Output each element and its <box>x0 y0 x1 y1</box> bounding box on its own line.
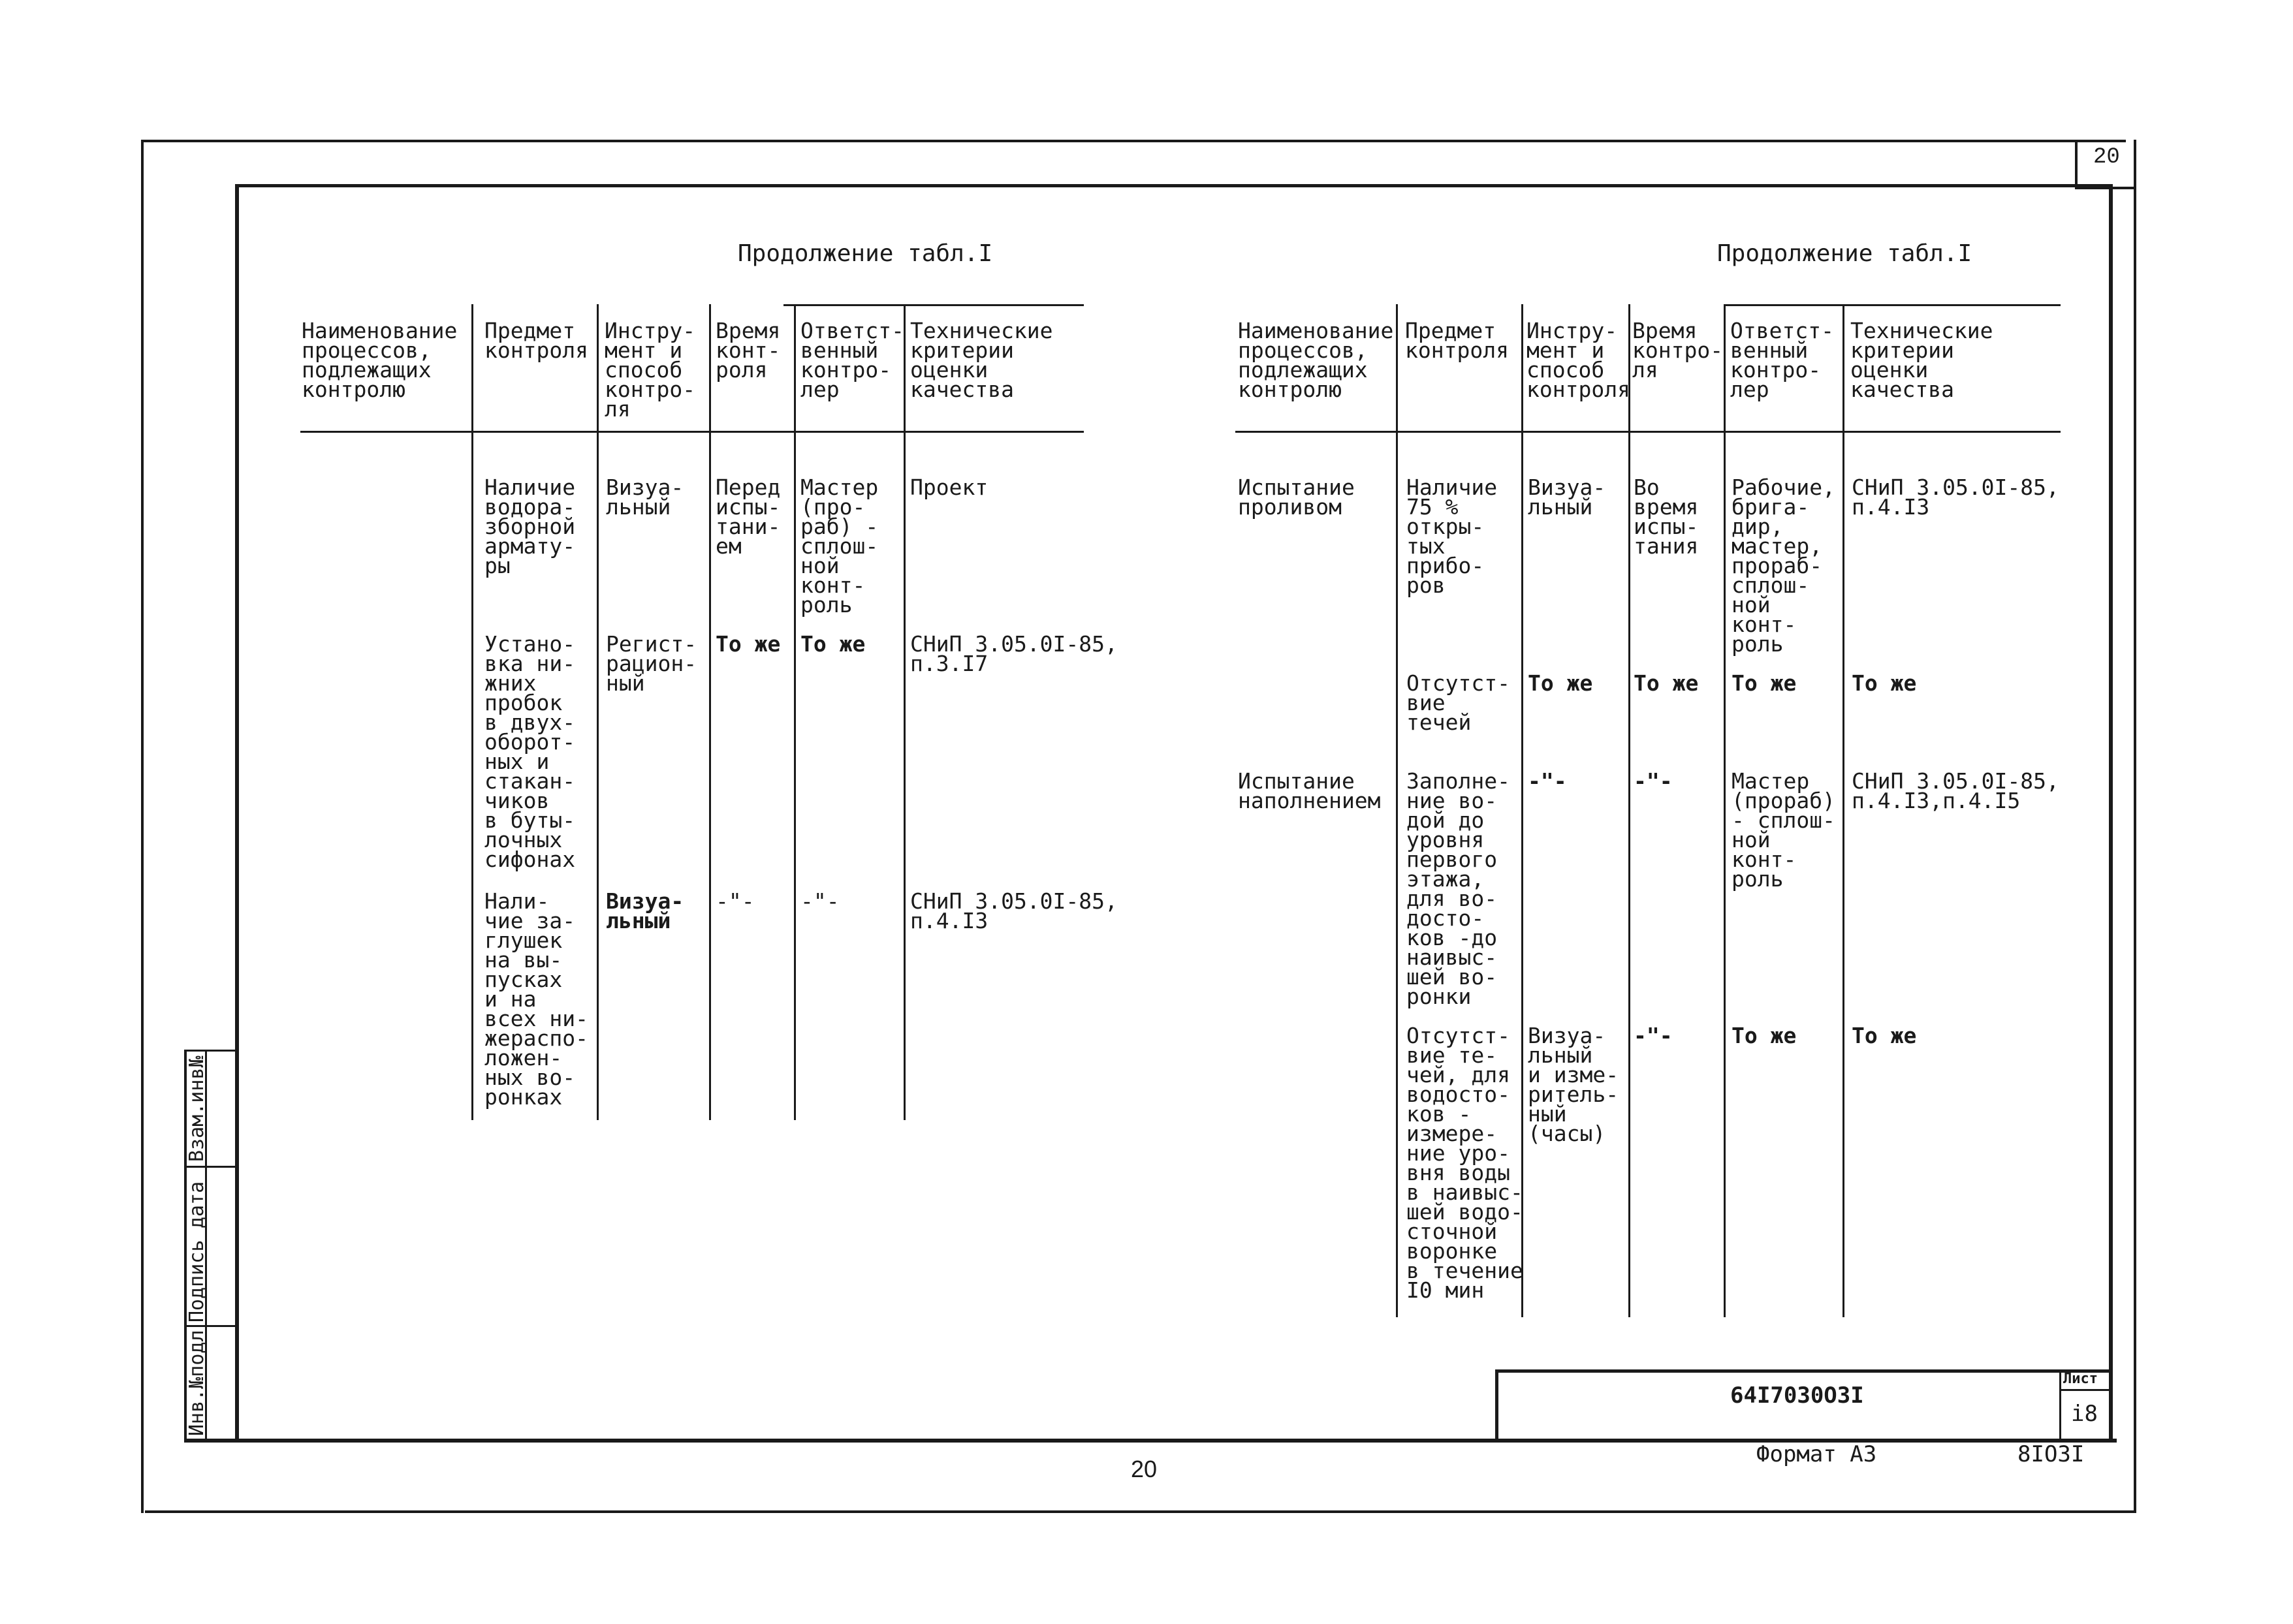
left-col-div-3 <box>709 304 711 1120</box>
right-header-criteria: Технические критерии оценки качества <box>1850 318 1993 402</box>
left-row2-subject: Устано- вка ни- жних пробок в двух- оборот- ных и стакан- чиков в буты- лочных сифонах <box>484 631 576 872</box>
left-col-div-2 <box>597 304 599 1120</box>
right-header-process: Наименование процессов, подлежащих контролю <box>1238 318 1394 402</box>
left-header-controller: Ответст- венный контро- лер <box>800 318 904 402</box>
left-header-process: Наименование процессов, подлежащих контролю <box>302 318 458 402</box>
left-row2-instrument: Регист- рацион- ный <box>606 631 697 696</box>
left-row3-instrument: Визуа- льный <box>606 888 684 933</box>
corner-box-bottom <box>2075 187 2134 189</box>
right-row4-subject: Отсутст- вие те- чей, для водосто- ков - измере- ние уро- вня воды в наивыс- шей водо- сточной воронке в течение I0 мин <box>1406 1023 1523 1303</box>
right-row1-time: Во время испы- тания <box>1634 475 1699 559</box>
left-row1-instrument: Визуа- льный <box>606 475 684 520</box>
side-stamp-top <box>184 1050 238 1052</box>
right-row4-criteria: То же <box>1852 1023 1917 1048</box>
title-block-left <box>1495 1369 1498 1443</box>
left-col-div-4 <box>794 304 796 1120</box>
left-row3-criteria: СНиП 3.05.0I-85, п.4.I3 <box>910 888 1118 933</box>
right-row1-criteria: СНиП 3.05.0I-85, п.4.I3 <box>1852 475 2059 520</box>
outer-border-left <box>141 140 144 1513</box>
corner-box-left <box>2075 141 2078 188</box>
right-row1-process: Испытание проливом <box>1238 475 1355 520</box>
left-header-top-rule <box>783 304 1084 306</box>
right-header-controller: Ответст- венный контро- лер <box>1730 318 1834 402</box>
right-row1-instrument: Визуа- льный <box>1528 475 1606 520</box>
outer-border-top <box>141 140 2126 142</box>
left-row3-controller: -"- <box>800 888 840 914</box>
left-header-subject: Предмет контроля <box>484 318 588 363</box>
right-row3-subject: Заполне- ние во- дой до уровня первого этажа, для во- досто- ков -до наивыс- шей во- ронки <box>1406 768 1510 1009</box>
side-stamp-div-1 <box>184 1166 238 1168</box>
left-col-div-1 <box>471 304 473 1120</box>
left-row1-subject: Наличие водора- зборной армату- ры <box>484 475 576 578</box>
side-stamp-div-2 <box>184 1325 238 1327</box>
left-row2-controller: То же <box>800 631 866 657</box>
right-row2-controller: То же <box>1732 670 1797 696</box>
right-col-div-1 <box>1396 304 1398 1317</box>
corner-page-number: 20 <box>2093 145 2120 170</box>
left-header-time: Время конт- роля <box>716 318 781 383</box>
right-col-div-5 <box>1842 304 1844 1317</box>
right-row1-subject: Наличие 75 % откры- тых прибо- ров <box>1406 475 1498 598</box>
right-row4-instrument: Визуа- льный и изме- ритель- ный (часы) <box>1528 1023 1619 1146</box>
left-row1-time: Перед испы- тани- ем <box>716 475 781 559</box>
sheet-label: Лист <box>2063 1371 2098 1387</box>
left-row2-criteria: СНиП 3.05.0I-85, п.3.I7 <box>910 631 1118 676</box>
title-block-sheet-div <box>2059 1369 2061 1443</box>
right-col-div-3 <box>1628 304 1630 1317</box>
side-stamp-label-replace: Взам.инв№ <box>185 1055 208 1162</box>
outer-border-right <box>2134 140 2136 1513</box>
right-row1-controller: Рабочие, брига- дир, мастер, прораб- сплош- ной конт- роль <box>1732 475 1835 657</box>
right-row2-criteria: То же <box>1852 670 1917 696</box>
right-row2-subject: Отсутст- вие течей <box>1406 670 1510 735</box>
title-block-top <box>1495 1369 2113 1373</box>
doc-code: 64I7030O3I <box>1730 1382 1864 1409</box>
side-stamp-label-inv: Инв.№подл <box>185 1330 208 1436</box>
right-header-top-rule <box>1724 304 2061 306</box>
format-label: Формат А3 <box>1756 1441 1877 1467</box>
right-row3-time: -"- <box>1634 768 1673 794</box>
side-stamp-label-date: дата <box>185 1181 208 1228</box>
right-code: 8IO3I <box>2017 1441 2085 1467</box>
right-col-div-4 <box>1724 304 1726 1317</box>
right-header-instrument: Инстру- мент и способ контроля <box>1526 318 1630 402</box>
right-row4-controller: То же <box>1732 1023 1797 1048</box>
side-stamp-label-signature: Подпись <box>185 1240 208 1322</box>
right-row2-time: То же <box>1634 670 1699 696</box>
left-table-title: Продолжение табл.I <box>738 240 993 267</box>
right-header-bottom-rule <box>1235 431 2061 433</box>
bottom-page-number: 20 <box>1131 1456 1158 1482</box>
right-row4-time: -"- <box>1634 1023 1673 1048</box>
title-block-sheet-hdr-rule <box>2059 1389 2113 1391</box>
left-header-instrument: Инстру- мент и способ контро- ля <box>605 318 696 422</box>
left-header-criteria: Технические критерии оценки качества <box>910 318 1053 402</box>
right-row3-controller: Мастер (прораб) - сплош- ной конт- роль <box>1732 768 1835 892</box>
outer-border-bottom <box>145 1510 2136 1513</box>
left-row1-criteria: Проект <box>910 475 988 500</box>
frame-right <box>2109 184 2113 1443</box>
right-header-subject: Предмет контроля <box>1405 318 1509 363</box>
right-row2-instrument: То же <box>1528 670 1593 696</box>
left-row2-time: То же <box>716 631 781 657</box>
frame-left <box>235 184 239 1443</box>
left-row3-subject: Нали- чие за- глушек на вы- пусках и на всех ни- жераспо- ложен- ных во- ронках <box>484 888 588 1110</box>
frame-top <box>235 184 2113 187</box>
right-row3-criteria: СНиП 3.05.0I-85, п.4.I3,п.4.I5 <box>1852 768 2059 813</box>
left-row1-controller: Мастер (про- раб) - сплош- ной конт- роль <box>800 475 879 617</box>
right-header-time: Время контро- ля <box>1632 318 1724 383</box>
right-table-title: Продолжение табл.I <box>1717 240 1972 267</box>
right-row3-instrument: -"- <box>1528 768 1567 794</box>
right-row3-process: Испытание наполнением <box>1238 768 1381 813</box>
left-row3-time: -"- <box>716 888 755 914</box>
left-col-div-5 <box>904 304 906 1120</box>
sheet-number: i8 <box>2071 1401 2098 1427</box>
left-header-bottom-rule <box>300 431 1084 433</box>
